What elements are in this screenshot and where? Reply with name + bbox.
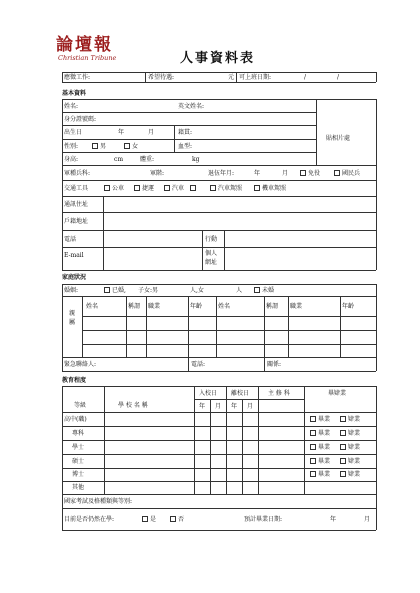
rule [62,72,63,82]
rule [82,296,83,357]
edu-col-school: 學 校 名 稱 [118,402,148,409]
edu-col-admit: 入校日 [199,390,218,397]
in-school-yes-label: 是 [150,516,157,523]
incomplete-label: 肄業 [348,458,361,465]
married-label: 已婚, [112,287,126,294]
relative-col-age: 年齡 [342,303,355,310]
rule [62,139,316,140]
relative-col-job: 職業 [290,303,303,310]
rule [376,72,377,82]
rule [304,386,305,494]
national-guard-checkbox[interactable] [334,170,340,176]
graduated-checkbox[interactable] [310,430,316,436]
rule [145,72,146,82]
incomplete-label: 肄業 [348,471,361,478]
origin-label: 籍貫: [178,129,193,136]
single-label: 未婚 [262,287,275,294]
salary-label: 希望待遇: [148,74,175,81]
section-family-title: 家庭狀況 [62,274,87,281]
gender-label: 性別: [64,143,79,150]
edu-col-year: 年 [199,403,206,410]
incomplete-label: 肄業 [348,430,361,437]
edu-row-label: 博士 [72,471,85,478]
bus-checkbox[interactable] [104,185,110,191]
rule [62,230,376,231]
rule [62,82,376,83]
graduated-checkbox[interactable] [310,471,316,477]
rule [376,99,377,270]
military-rank-label: 軍階: [150,170,165,177]
extra-checkbox[interactable] [190,185,196,191]
logo-english: Christian Tribune [58,54,117,62]
section-basic-title: 基本資料 [62,90,87,97]
rule [62,125,316,126]
expected-graduation-label: 預計畢業日期: [244,516,283,523]
home-address-label: 戶籍地址 [64,218,89,225]
emergency-relation-label: 關係: [267,361,282,368]
rule [188,296,189,371]
incomplete-label: 肄業 [348,444,361,451]
rule [236,72,237,82]
rule [126,296,127,357]
date-sep: / [304,74,307,81]
graduated-label: 畢業 [318,416,331,423]
rule [62,530,376,531]
incomplete-checkbox[interactable] [340,471,346,477]
single-checkbox[interactable] [254,287,260,293]
page-title: 人事資料表 [180,51,256,66]
rule [62,468,376,469]
discharge-label: 退伍年月: [208,170,235,177]
rule [242,399,243,494]
rule [104,386,105,494]
graduated-label: 畢業 [318,458,331,465]
edu-row-label: 其他 [72,484,85,491]
rule [103,196,104,270]
children-female-unit: 人 [236,287,243,294]
edu-col-year: 年 [231,403,238,410]
rule [62,494,376,495]
edu-row-label: 碩士 [72,458,85,465]
rule [146,296,147,357]
name-label: 姓名: [64,103,79,110]
graduated-checkbox[interactable] [310,444,316,450]
date-sep: / [337,74,340,81]
rule [224,230,225,270]
graduated-checkbox[interactable] [310,416,316,422]
relatives-label-1: 親 [69,310,76,317]
rule [62,212,376,213]
rule [258,386,259,494]
discharge-year-unit: 年 [254,170,261,177]
rule [376,386,377,530]
weight-label: 體重: [140,156,155,163]
website-label-1: 個人 [205,250,218,257]
incomplete-checkbox[interactable] [340,444,346,450]
rule [62,180,376,181]
rule [340,296,341,357]
incomplete-label: 肄業 [348,416,361,423]
rule [62,357,376,358]
rule [62,152,316,153]
in-school-no-label: 否 [178,516,185,523]
position-label: 應徵工作: [64,74,91,81]
exempt-checkbox[interactable] [300,170,306,176]
rule [288,296,289,357]
birth-year-unit: 年 [118,129,125,136]
rule [62,412,376,413]
incomplete-checkbox[interactable] [340,458,346,464]
website-label-2: 網址 [205,259,218,266]
relative-col-job: 職業 [148,303,161,310]
emergency-phone-label: 電話: [191,361,206,368]
rule [226,386,227,494]
male-label: 男 [100,143,107,150]
still-in-school-label: 目前是否仍然在學: [64,516,115,523]
female-label: 女 [132,143,139,150]
edu-col-level: 等級 [74,402,87,409]
in-school-yes-checkbox[interactable] [142,516,148,522]
rule [316,99,317,165]
national-exam-label: 國家考試及格種類與等別: [64,498,133,505]
section-education-title: 教育程度 [62,377,87,384]
edu-row-label: 高中(職) [64,416,87,423]
rule [62,270,376,271]
birth-label: 出生日 [64,129,83,136]
mailing-address-label: 通訊住址 [64,201,89,208]
rule [62,284,376,285]
male-checkbox[interactable] [92,143,98,149]
female-checkbox[interactable] [124,143,130,149]
phone-label: 電話 [64,236,77,243]
edu-row-label: 專科 [72,430,85,437]
mrt-checkbox[interactable] [134,185,140,191]
relative-col-age: 年齡 [190,303,203,310]
rule [62,440,376,441]
children-male-unit: 人,女 [190,287,204,294]
rule [62,112,316,113]
graduated-label: 畢業 [318,471,331,478]
incomplete-checkbox[interactable] [340,430,346,436]
edu-col-month: 月 [247,403,254,410]
married-checkbox[interactable] [104,287,110,293]
mrt-label: 捷運 [142,185,155,192]
relative-col-title: 稱謂 [266,303,279,310]
rule [62,72,376,73]
graduated-label: 畢業 [318,444,331,451]
car-label: 汽車 [172,185,185,192]
rule [216,296,217,357]
graduated-label: 畢業 [318,430,331,437]
rule [62,508,376,509]
relative-col-title: 稱謂 [128,303,141,310]
marriage-label: 婚姻: [64,287,79,294]
blood-type-label: 血型: [178,143,193,150]
military-branch-label: 軍種兵科: [64,170,91,177]
rule [62,247,376,248]
email-label: E-mail [64,252,84,259]
rule [62,284,63,371]
expected-year-unit: 年 [330,516,337,523]
bus-label: 公車 [112,185,125,192]
rule [62,386,63,530]
edu-row-label: 學士 [72,444,85,451]
rule [62,386,376,387]
logo-chinese: 論壇報 [56,35,113,55]
rule [194,386,195,494]
moto-license-checkbox[interactable] [254,185,260,191]
rule [62,196,376,197]
mobile-label: 行動 [205,236,218,243]
weight-unit: kg [192,156,200,163]
rule [62,371,376,372]
rule [62,454,376,455]
rule [62,481,376,482]
in-school-no-checkbox[interactable] [170,516,176,522]
birth-month-unit: 月 [148,129,155,136]
salary-unit: 元 [228,74,235,81]
transport-label: 交通工具 [64,185,89,192]
expected-month-unit: 月 [364,516,371,523]
car-license-label: 汽車駕照 [218,185,243,192]
edu-col-leave: 離校日 [231,390,250,397]
rule [62,296,376,297]
rule [174,125,175,152]
car-checkbox[interactable] [164,185,170,191]
rule [210,399,211,494]
photo-placeholder: 貼相片處 [326,135,351,142]
height-unit: cm [114,156,124,163]
rule [62,165,376,166]
exempt-label: 免役 [308,170,321,177]
emergency-contact-label: 緊急聯絡人: [64,361,97,368]
incomplete-checkbox[interactable] [340,416,346,422]
rule [202,230,203,270]
national-guard-label: 國民兵 [342,170,361,177]
relatives-label-2: 屬 [69,319,76,326]
english-name-label: 英文姓名: [178,103,205,110]
graduated-checkbox[interactable] [310,458,316,464]
edu-col-graduation: 畢肄業 [328,390,347,397]
relative-col-name: 姓名 [86,303,99,310]
moto-license-label: 機車駕照 [262,185,287,192]
start-date-label: 可上班日期: [239,74,272,81]
edu-col-month: 月 [215,403,222,410]
rule [264,296,265,371]
relative-col-name: 姓名 [218,303,231,310]
car-license-checkbox[interactable] [210,185,216,191]
discharge-month-unit: 月 [282,170,289,177]
rule [62,426,376,427]
id-number-label: 身分證號碼: [64,116,97,123]
height-label: 身高: [64,156,79,163]
rule [62,99,376,100]
children-label: 子女:男 [138,287,159,294]
rule [62,99,63,270]
edu-col-major: 主 修 科 [268,390,290,397]
rule [376,284,377,371]
